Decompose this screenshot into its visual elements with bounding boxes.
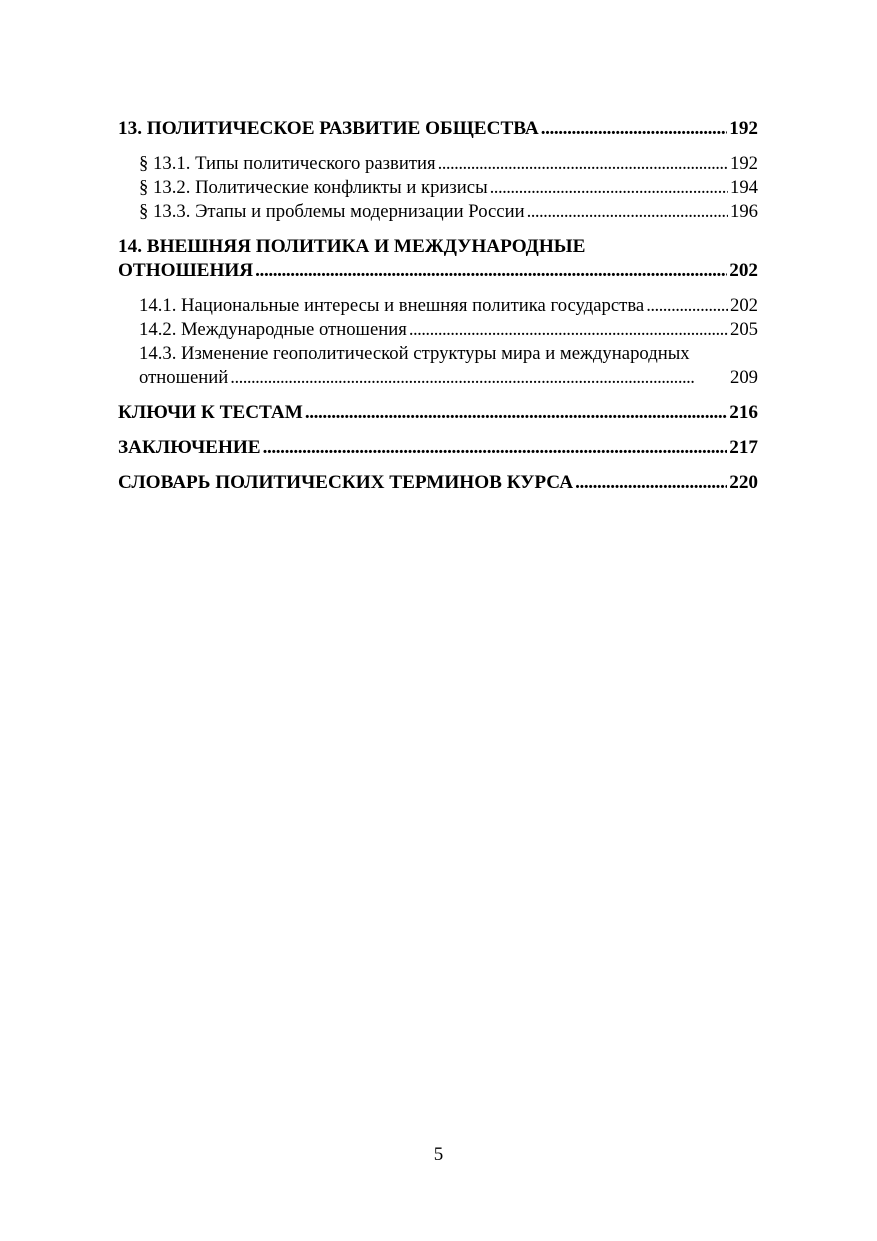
dot-leader	[575, 471, 727, 495]
toc-section-14-2[interactable]	[118, 318, 758, 342]
dot-leader	[305, 401, 727, 425]
toc-entry-title-line2: ОТНОШЕНИЯ	[118, 260, 254, 281]
dot-leader	[490, 176, 728, 200]
dot-leader	[541, 117, 728, 141]
toc-entry-page: 202	[729, 260, 758, 281]
toc-keys[interactable]	[118, 401, 758, 425]
page-number: 5	[433, 1144, 444, 1165]
toc-conclusion[interactable]	[118, 436, 758, 460]
toc-chapter-14[interactable]	[118, 235, 758, 283]
toc-entry-title: § 13.1. Типы политического развития	[139, 153, 436, 174]
toc-entry-page: 220	[729, 472, 758, 493]
toc-chapter-13[interactable]	[118, 117, 758, 141]
toc-entry-title: 14.1. Национальные интересы и внешняя политика государства	[139, 295, 645, 316]
toc-entry-title: 14.2. Международные отношения	[139, 319, 407, 340]
dot-leader	[255, 259, 727, 283]
toc-entry-page: 209	[729, 367, 758, 388]
toc-glossary[interactable]	[118, 471, 758, 495]
toc-entry-page: 217	[729, 437, 758, 458]
toc-section-13-2[interactable]	[118, 176, 758, 200]
toc-entry-title: СЛОВАРЬ ПОЛИТИЧЕСКИХ ТЕРМИНОВ КУРСА	[118, 472, 574, 493]
dot-leader	[527, 200, 728, 224]
dot-leader	[438, 152, 728, 176]
toc-entry-title-line1: 14.3. Изменение геополитической структуры мира и международных	[139, 343, 690, 364]
toc-entry-title: § 13.3. Этапы и проблемы модернизации России	[139, 201, 525, 222]
toc-entry-line2	[118, 366, 758, 390]
toc-entry-line2	[118, 259, 758, 283]
table-of-contents	[118, 117, 758, 495]
toc-entry-title-line1: 14. ВНЕШНЯЯ ПОЛИТИКА И МЕЖДУНАРОДНЫЕ	[118, 236, 586, 257]
toc-entry-page: 205	[729, 319, 758, 340]
toc-entry-page: 194	[729, 177, 758, 198]
toc-entry-page: 192	[729, 118, 758, 139]
toc-section-14-3[interactable]	[118, 342, 758, 390]
toc-entry-title: § 13.2. Политические конфликты и кризисы	[139, 177, 488, 198]
toc-entry-title-line2: отношений	[139, 367, 229, 388]
toc-section-13-1[interactable]	[118, 152, 758, 176]
toc-entry-page: 202	[729, 295, 758, 316]
toc-section-14-1[interactable]	[118, 294, 758, 318]
toc-entry-title: ЗАКЛЮЧЕНИЕ	[118, 437, 261, 458]
dot-leader	[646, 294, 728, 318]
toc-section-13-3[interactable]	[118, 200, 758, 224]
toc-entry-page: 216	[729, 402, 758, 423]
toc-entry-page: 196	[729, 201, 758, 222]
dot-leader	[263, 436, 728, 460]
toc-entry-title: 13. ПОЛИТИЧЕСКОЕ РАЗВИТИЕ ОБЩЕСТВА	[118, 118, 539, 139]
toc-entry-title: КЛЮЧИ К ТЕСТАМ	[118, 402, 303, 423]
toc-entry-page: 192	[729, 153, 758, 174]
dot-leader	[409, 318, 728, 342]
dot-leader	[230, 366, 728, 390]
